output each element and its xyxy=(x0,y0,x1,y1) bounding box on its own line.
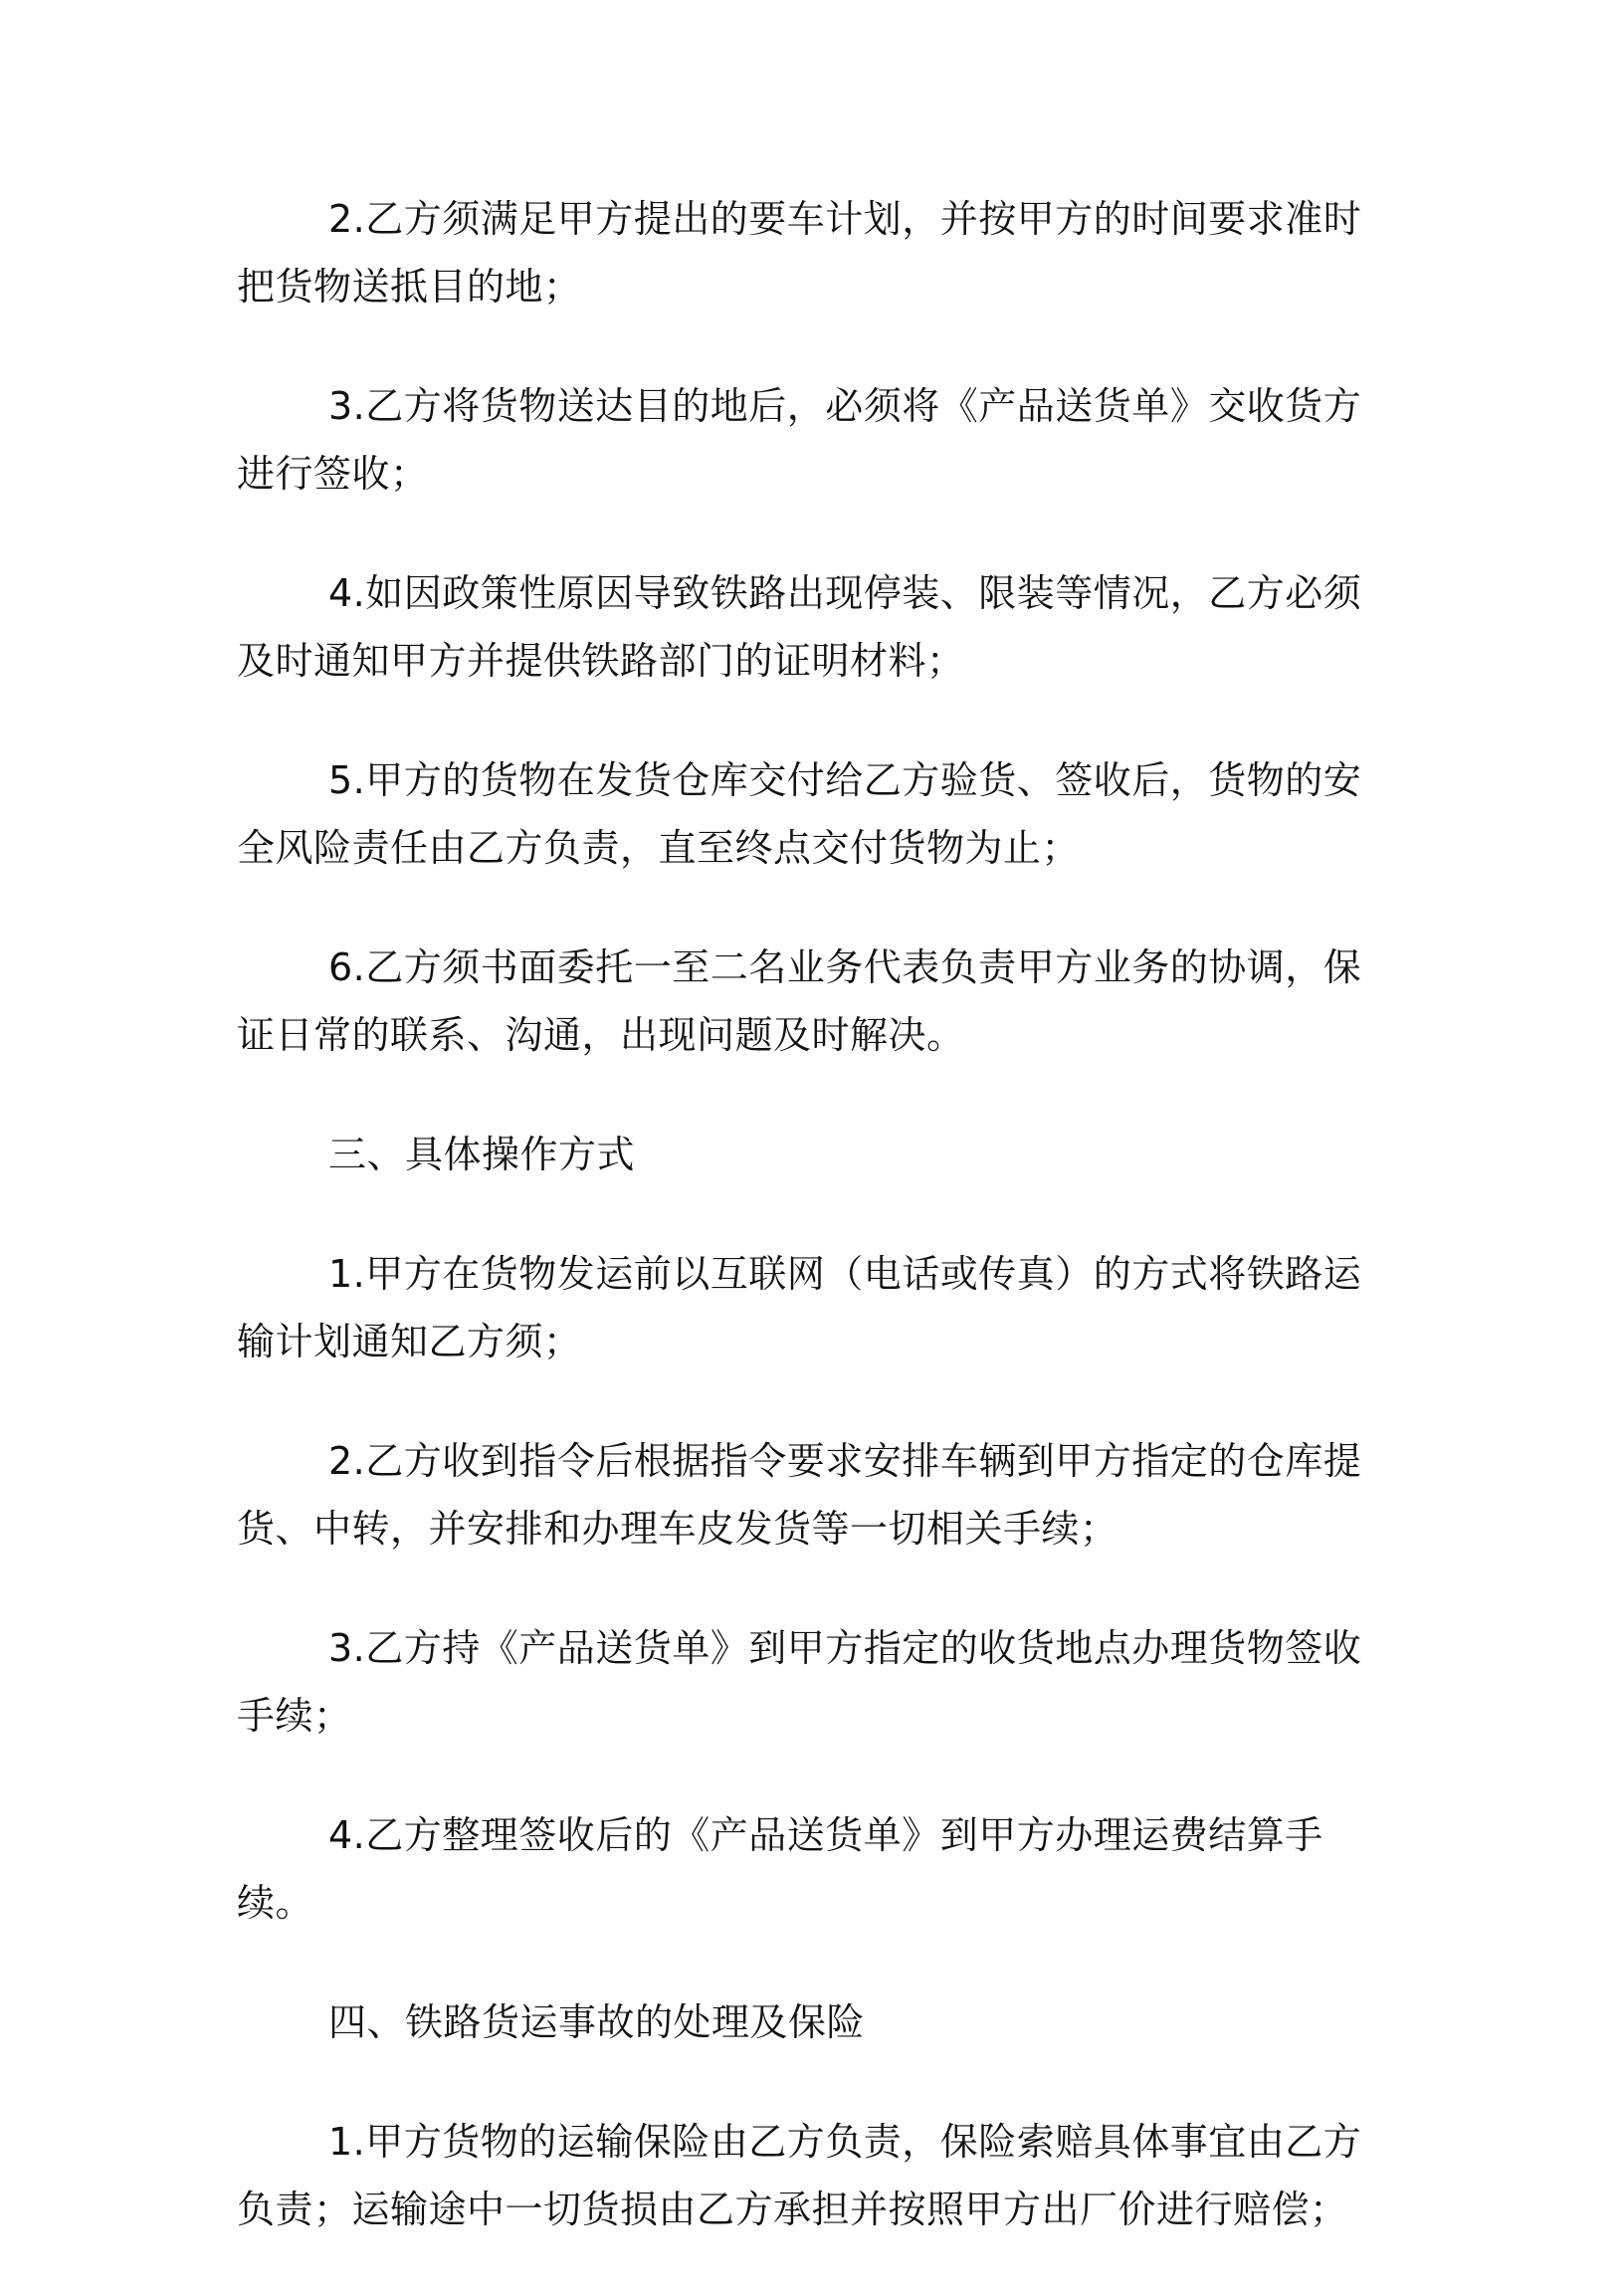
paragraph-ins-1-insurance: 1.甲方货物的运输保险由乙方负责，保险索赔具体事宜由乙方负责；运输途中一切货损由乙方承担并按照甲方出厂价进行赔偿； xyxy=(237,2120,1362,2231)
document-body xyxy=(237,185,1381,2295)
paragraph-item-4-policy-notice: 4.如因政策性原因导致铁路出现停装、限装等情况，乙方必须及时通知甲方并提供铁路部门的证明材料； xyxy=(237,571,1362,683)
paragraph-op-1-transport-plan: 1.甲方在货物发运前以互联网（电话或传真）的方式将铁路运输计划通知乙方须； xyxy=(237,1252,1362,1363)
paragraph-op-2-arrange-vehicles: 2.乙方收到指令后根据指令要求安排车辆到甲方指定的仓库提货、中转，并安排和办理车皮发货等一切相关手续； xyxy=(237,1439,1362,1551)
paragraph-item-5-risk-liability: 5.甲方的货物在发货仓库交付给乙方验货、签收后，货物的安全风险责任由乙方负责，直至终点交付货物为止； xyxy=(237,758,1362,870)
paragraph-op-3-receipt: 3.乙方持《产品送货单》到甲方指定的收货地点办理货物签收手续； xyxy=(237,1626,1362,1738)
paragraph-op-4-settlement: 4.乙方整理签收后的《产品送货单》到甲方办理运费结算手续。 xyxy=(237,1813,1323,1925)
paragraph-item-3-delivery-note: 3.乙方将货物送达目的地后，必须将《产品送货单》交收货方进行签收； xyxy=(237,384,1362,496)
section-heading-3: 三、具体操作方式 xyxy=(328,1133,636,1176)
section-heading-4: 四、铁路货运事故的处理及保险 xyxy=(328,2000,866,2044)
paragraph-item-6-representative: 6.乙方须书面委托一至二名业务代表负责甲方业务的协调，保证日常的联系、沟通，出现问题及时解决。 xyxy=(237,945,1362,1057)
paragraph-item-2-vehicle-plan: 2.乙方须满足甲方提出的要车计划，并按甲方的时间要求准时把货物送抵目的地； xyxy=(237,197,1362,309)
